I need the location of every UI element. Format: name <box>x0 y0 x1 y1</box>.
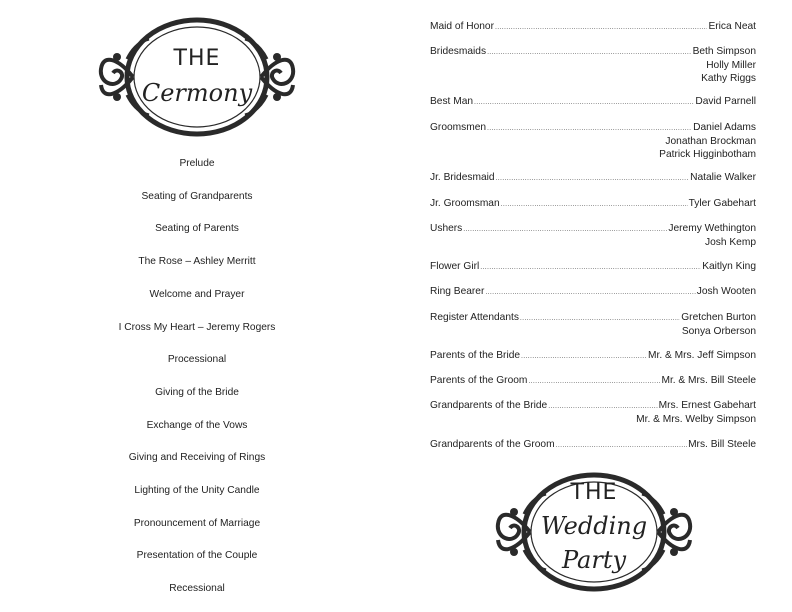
wedding-party-emblem-the: THE <box>570 480 618 505</box>
ceremony-order-item: Giving and Receiving of Rings <box>128 452 266 464</box>
dot-leader <box>556 439 687 452</box>
ceremony-emblem-title: Cermony <box>141 79 253 107</box>
party-member-name: Kaitlyn King <box>702 261 756 272</box>
party-member-row <box>430 349 756 363</box>
party-member-line <box>430 95 756 109</box>
party-role: Parents of the Groom <box>430 375 528 386</box>
ornamental-frame-icon <box>97 17 297 137</box>
party-role: Register Attendants <box>430 312 519 323</box>
ceremony-order-item: Pronouncement of Marriage <box>133 517 261 529</box>
party-member-row <box>430 20 756 34</box>
party-member-name: Natalie Walker <box>690 172 756 183</box>
party-member-row <box>430 374 756 388</box>
dot-leader <box>474 96 694 109</box>
dot-leader <box>521 350 647 363</box>
party-member-row <box>430 222 756 249</box>
party-member-name: Mrs. Ernest Gabehart <box>658 400 756 411</box>
dot-leader <box>463 223 667 236</box>
dot-leader <box>480 261 701 274</box>
party-role: Jr. Bridesmaid <box>430 172 495 183</box>
party-role: Jr. Groomsman <box>430 198 500 209</box>
party-role: Flower Girl <box>430 261 480 272</box>
party-member-line <box>430 20 756 34</box>
party-member-row <box>430 311 756 338</box>
party-member-name: Erica Neat <box>708 21 756 32</box>
party-member-row <box>430 95 756 109</box>
party-member-name: Mr. & Mrs. Bill Steele <box>661 375 756 386</box>
party-member-row <box>430 197 756 211</box>
party-member-name: Mrs. Bill Steele <box>688 439 756 450</box>
party-member-line <box>430 438 756 452</box>
party-member-name: Mr. & Mrs. Welby Simpson <box>636 414 756 425</box>
party-member-name: Kathy Riggs <box>701 73 756 84</box>
dot-leader <box>528 375 660 388</box>
party-role: Ring Bearer <box>430 286 485 297</box>
party-member-name: Daniel Adams <box>693 122 756 133</box>
party-member-row <box>430 45 756 85</box>
party-member-line <box>430 285 756 299</box>
ceremony-order-item: Welcome and Prayer <box>149 288 245 300</box>
ceremony-order-item: Seating of Grandparents <box>141 190 253 202</box>
dot-leader <box>495 21 707 34</box>
ceremony-order-item: Lighting of the Unity Candle <box>134 485 260 496</box>
party-member-name: Jonathan Brockman <box>665 136 756 147</box>
party-role: Maid of Honor <box>430 21 494 32</box>
party-role: Best Man <box>430 96 474 107</box>
party-member-name: Tyler Gabehart <box>688 198 756 209</box>
ceremony-order-item: Seating of Parents <box>155 223 239 235</box>
ceremony-emblem-the: THE <box>173 46 221 71</box>
party-member-name: Holly Miller <box>706 60 756 71</box>
party-member-line <box>430 121 756 135</box>
ceremony-emblem <box>97 17 297 137</box>
party-member-row <box>430 399 756 426</box>
wedding-party-emblem-title: Wedding <box>540 512 648 540</box>
party-member-line <box>430 45 756 59</box>
wedding-party-emblem-subtitle: Party <box>561 546 627 574</box>
party-member-name: Patrick Higginbotham <box>659 149 756 160</box>
party-member-line <box>430 374 756 388</box>
party-member-name: Beth Simpson <box>692 46 756 57</box>
party-member-name: Mr. & Mrs. Jeff Simpson <box>648 350 756 361</box>
ceremony-order-item: Recessional <box>169 583 225 595</box>
party-member-name: Sonya Orberson <box>681 326 756 337</box>
party-role: Groomsmen <box>430 122 487 133</box>
party-member-name: Gretchen Burton <box>681 312 756 323</box>
dot-leader <box>520 312 680 325</box>
ceremony-order-item: Exchange of the Vows <box>146 419 248 431</box>
party-member-row <box>430 260 756 274</box>
party-member-line <box>430 260 756 274</box>
party-member-line <box>430 171 756 185</box>
party-member-line <box>430 311 756 325</box>
ceremony-order-item: The Rose – Ashley Merritt <box>138 256 256 268</box>
wedding-party-panel <box>396 0 792 612</box>
dot-leader <box>487 46 692 59</box>
party-role: Grandparents of the Bride <box>430 400 548 411</box>
ceremony-order-item: Presentation of the Couple <box>136 550 258 562</box>
party-member-row <box>430 121 756 161</box>
party-member-name: Josh Wooten <box>696 286 756 297</box>
ceremony-order-item: I Cross My Heart – Jeremy Rogers <box>118 321 276 333</box>
party-member-name: David Parnell <box>695 96 756 107</box>
party-member-row <box>430 285 756 299</box>
party-member-line <box>430 197 756 211</box>
party-member-name: Jeremy Wethington <box>668 223 756 234</box>
party-role: Parents of the Bride <box>430 350 521 361</box>
ceremony-order-item: Prelude <box>179 158 215 169</box>
dot-leader <box>501 198 688 211</box>
party-role: Bridesmaids <box>430 46 487 57</box>
party-member-row <box>430 171 756 185</box>
dot-leader <box>496 172 690 185</box>
party-member-line <box>430 349 756 363</box>
wedding-party-emblem <box>494 472 694 592</box>
party-member-row <box>430 438 756 452</box>
dot-leader <box>485 286 695 299</box>
dot-leader <box>548 400 657 413</box>
party-role: Ushers <box>430 223 463 234</box>
party-member-name: Josh Kemp <box>705 237 756 248</box>
party-role: Grandparents of the Groom <box>430 439 555 450</box>
ceremony-order-item: Giving of the Bride <box>155 386 239 398</box>
party-member-line <box>430 399 756 413</box>
dot-leader <box>487 122 692 135</box>
ceremony-order-item: Processional <box>167 354 227 366</box>
party-member-line <box>430 222 756 236</box>
